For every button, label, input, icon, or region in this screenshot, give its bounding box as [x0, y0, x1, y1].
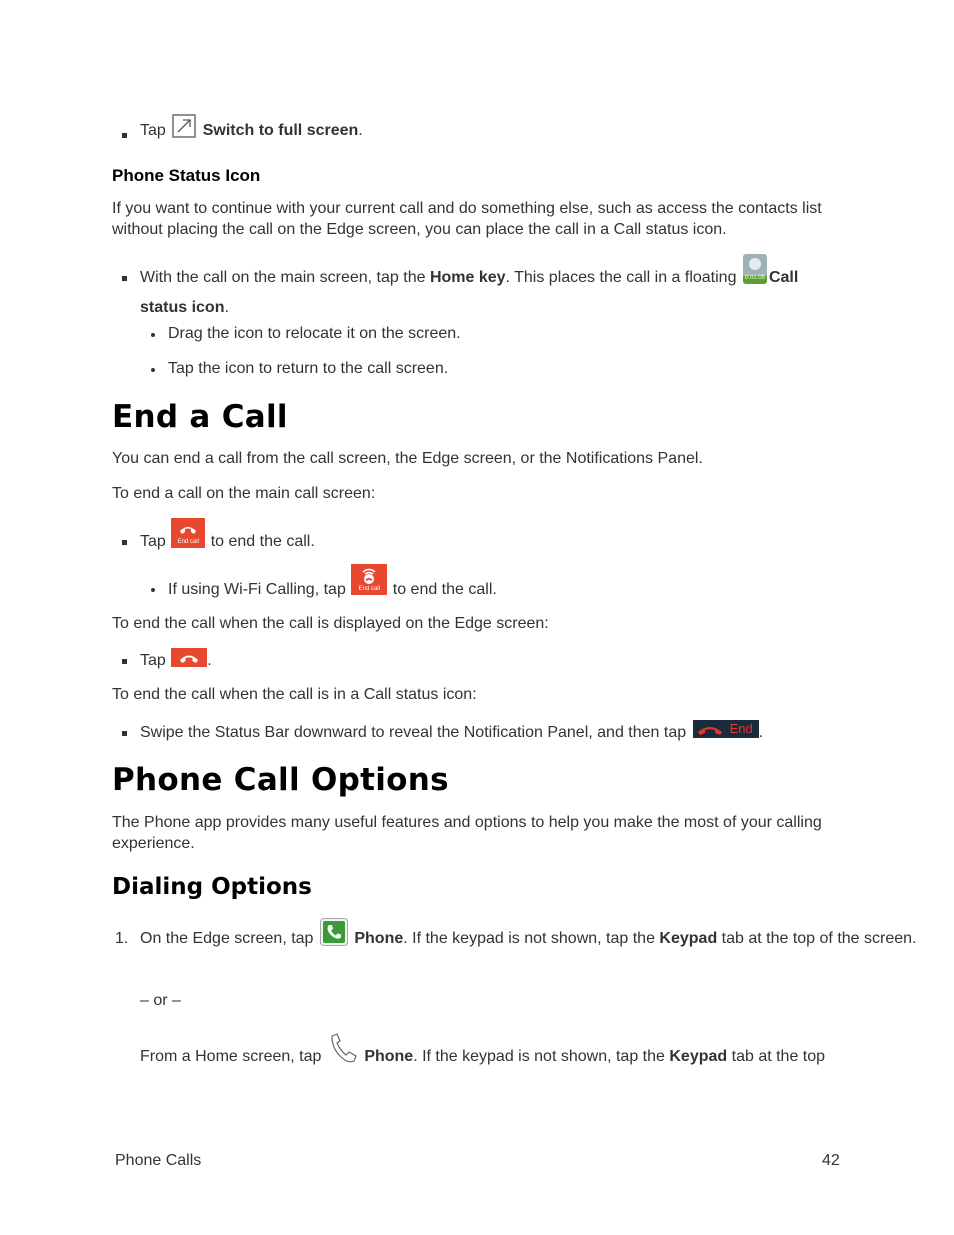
- end-call-intro: You can end a call from the call screen, the Edge screen, or the Notifications Panel.: [112, 450, 703, 467]
- drag-icon-text: Drag the icon to relocate it on the screen.: [168, 325, 461, 342]
- footer-section: Phone Calls: [115, 1152, 202, 1169]
- status-icon-intro: To end the call when the call is in a Call status icon:: [112, 686, 477, 703]
- sub-bullet: [151, 368, 155, 372]
- phone-status-intro: If you want to continue with your current call and do something else, such as access the contacts list without placing the call on the Edge screen, you can place the call in a Call status icon.: [112, 200, 822, 238]
- call-status-icon: 0:01:05: [743, 254, 767, 284]
- bullet: [122, 133, 127, 138]
- main-screen-intro: To end a call on the main call screen:: [112, 485, 376, 502]
- fullscreen-icon: [172, 114, 196, 138]
- options-intro: The Phone app provides many useful features and options to help you make the most of your calling experience.: [112, 814, 822, 852]
- tap-end-call-line: Tap End call to end the call.: [140, 518, 315, 550]
- phone-call-options-heading: Phone Call Options: [112, 762, 449, 798]
- home-key-bullet: With the call on the main screen, tap the Home key. This places the call in a floating 0:01:05 Call status icon.: [140, 267, 840, 318]
- or-separator: – or –: [140, 992, 181, 1009]
- notification-end-button: End: [693, 720, 759, 738]
- phone-app-icon: [320, 918, 348, 946]
- bullet: [122, 659, 127, 664]
- sub-bullet: [151, 333, 155, 337]
- step-number: 1.: [115, 930, 129, 947]
- home-screen-line: From a Home screen, tap Phone. If the keypad is not shown, tap the Keypad tab at the top: [140, 1032, 825, 1066]
- end-call-icon: End call: [171, 518, 205, 548]
- dialing-options-heading: Dialing Options: [112, 874, 312, 900]
- wifi-calling-line: If using Wi-Fi Calling, tap End call to end the call.: [168, 564, 497, 598]
- bullet: [122, 731, 127, 736]
- phone-status-heading: Phone Status Icon: [112, 166, 261, 185]
- end-call-heading: End a Call: [112, 399, 288, 435]
- wifi-end-call-icon: End call: [351, 564, 387, 595]
- switch-fullscreen-line: Tap Switch to full screen.: [140, 118, 363, 144]
- page-number: 42: [822, 1152, 840, 1169]
- edge-intro: To end the call when the call is displayed on the Edge screen:: [112, 615, 549, 632]
- edge-end-call-icon: [171, 648, 207, 667]
- bullet: [122, 276, 127, 281]
- switch-fullscreen-label: Switch to full screen: [202, 122, 359, 139]
- sub-bullet: [151, 588, 155, 592]
- tap-icon-text: Tap the icon to return to the call screen.: [168, 360, 449, 377]
- edge-tap-line: Tap .: [140, 648, 212, 670]
- tap-text: Tap: [140, 122, 166, 139]
- phone-handset-icon: [328, 1032, 358, 1064]
- bullet: [122, 540, 127, 545]
- step-1-text: On the Edge screen, tap Phone. If the keypad is not shown, tap the Keypad tab at the top of the screen.: [140, 918, 840, 949]
- swipe-status-line: Swipe the Status Bar downward to reveal the Notification Panel, and then tap End .: [140, 721, 764, 741]
